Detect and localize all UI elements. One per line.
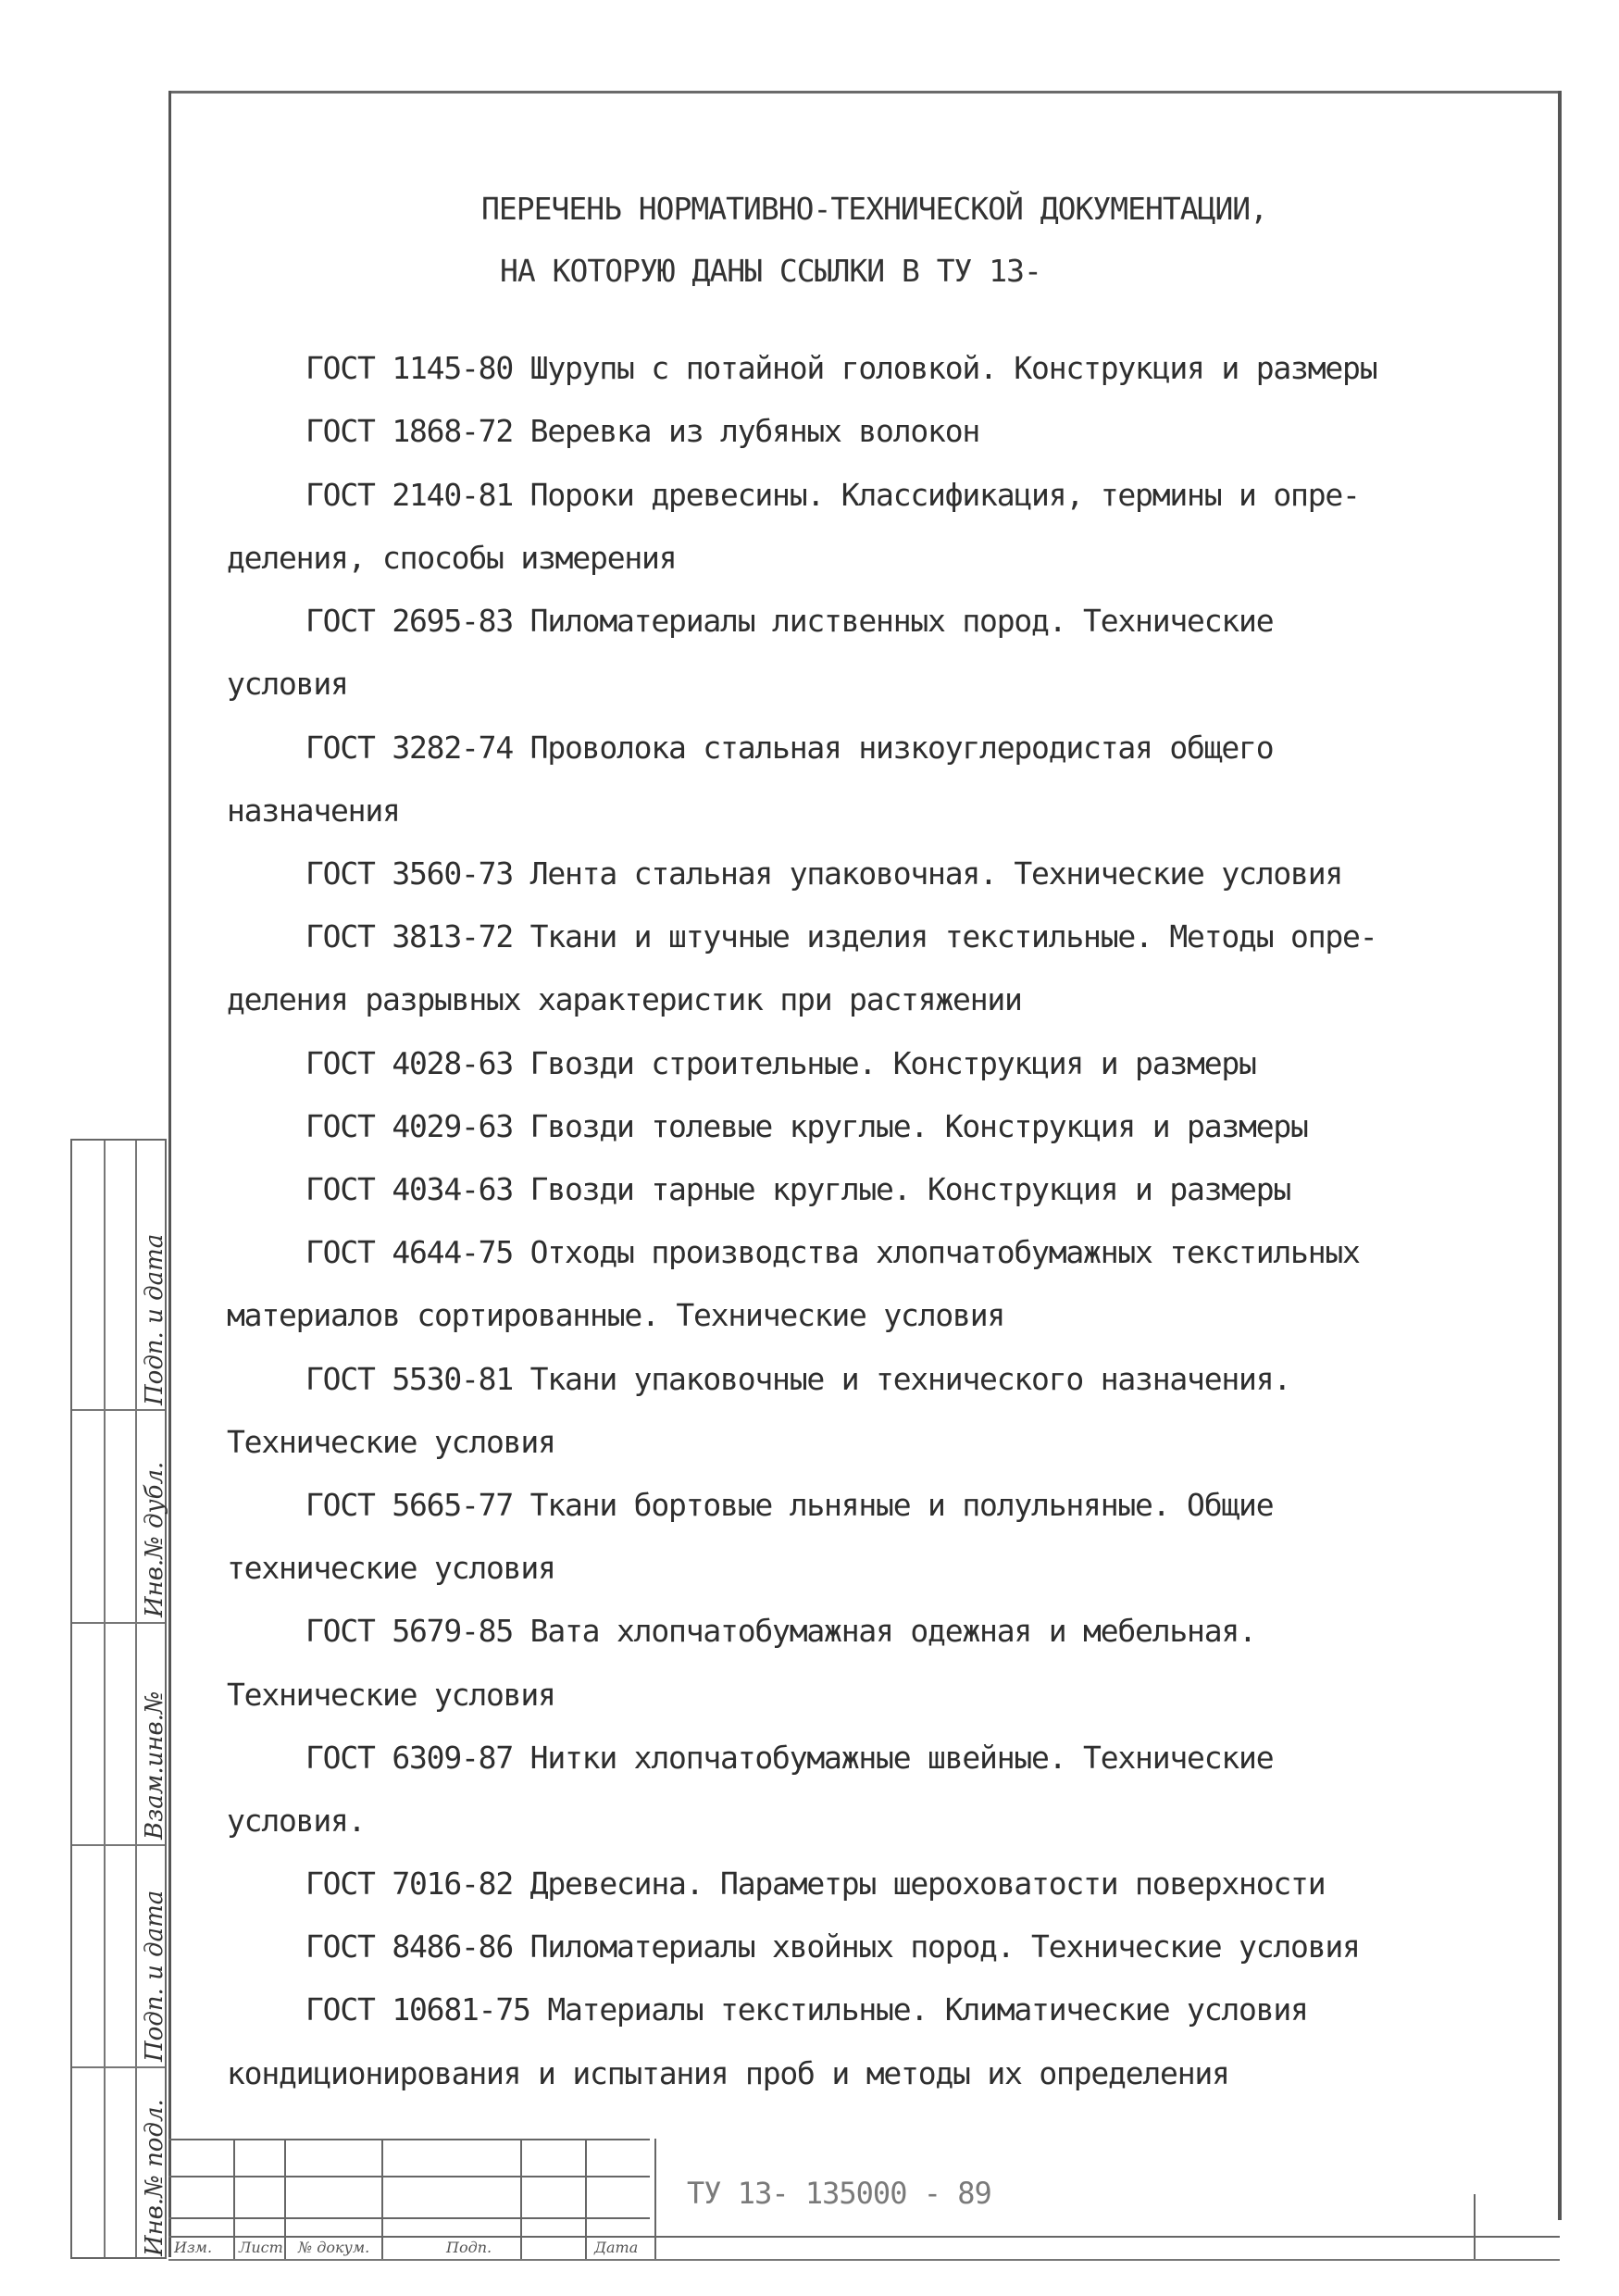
entry-gost-8486-86: ГОСТ 8486-86 Пиломатериалы хвойных пород. Технические условия (305, 1928, 1360, 1965)
heading-line-1: ПЕРЕЧЕНЬ НОРМАТИВНО-ТЕХНИЧЕСКОЙ ДОКУМЕНТАЦИИ, (481, 191, 1268, 227)
entry-gost-2695-83: ГОСТ 2695-83 Пиломатериалы лиственных пород. Технические (305, 603, 1274, 639)
entry-gost-10681-75: ГОСТ 10681-75 Материалы текстильные. Климатические условия (305, 1991, 1308, 2028)
frame-border-top (168, 91, 1560, 94)
side-stamp-label-inv-podl: Инв.№ подл. (141, 2099, 168, 2256)
title-block-label-podp: Подп. (446, 2239, 492, 2256)
entry-gost-5665-77-cont: технические условия (227, 1550, 555, 1586)
entry-gost-3282-74: ГОСТ 3282-74 Проволока стальная низкоуглеродистая общего (305, 730, 1274, 766)
entry-gost-1145-80: ГОСТ 1145-80 Шурупы с потайной головкой. Конструкция и размеры (305, 350, 1377, 386)
side-stamp-label-inv-dubl: Инв.№ дубл. (141, 1461, 168, 1617)
entry-gost-3560-73: ГОСТ 3560-73 Лента стальная упаковочная. Технические условия (305, 855, 1343, 892)
entry-gost-6309-87: ГОСТ 6309-87 Нитки хлопчатобумажные швейные. Технические (305, 1740, 1274, 1776)
entry-gost-4034-63: ГОСТ 4034-63 Гвозди тарные круглые. Конструкция и размеры (305, 1171, 1291, 1207)
frame-border-right (1558, 91, 1562, 2220)
heading-line-2: НА КОТОРУЮ ДАНЫ ССЫЛКИ В ТУ 13- (500, 253, 1041, 289)
entry-gost-1868-72: ГОСТ 1868-72 Веревка из лубяных волокон (305, 413, 980, 449)
entry-gost-5665-77: ГОСТ 5665-77 Ткани бортовые льняные и полульняные. Общие (305, 1487, 1274, 1523)
title-block (168, 2139, 1560, 2259)
entry-gost-4644-75-cont: материалов сортированные. Технические условия (227, 1297, 1005, 1333)
entry-gost-3813-72: ГОСТ 3813-72 Ткани и штучные изделия текстильные. Методы опре- (305, 918, 1377, 955)
entry-gost-2695-83-cont: условия (227, 666, 348, 702)
title-block-label-list: Лист (239, 2239, 283, 2256)
entry-gost-6309-87-cont: условия. (227, 1803, 366, 1839)
entry-gost-5679-85: ГОСТ 5679-85 Вата хлопчатобумажная одежная и мебельная. (305, 1613, 1256, 1649)
title-block-label-data: Дата (594, 2239, 639, 2256)
entry-gost-5679-85-cont: Технические условия (227, 1677, 555, 1713)
title-block-label-izm: Изм. (174, 2239, 213, 2256)
side-stamp-label-podp-data: Подп. и дата (141, 1233, 168, 1405)
entry-gost-4644-75: ГОСТ 4644-75 Отходы производства хлопчатобумажных текстильных (305, 1234, 1360, 1270)
entry-gost-4029-63: ГОСТ 4029-63 Гвозди толевые круглые. Конструкция и размеры (305, 1108, 1308, 1144)
entry-gost-7016-82: ГОСТ 7016-82 Древесина. Параметры шероховатости поверхности (305, 1866, 1326, 1902)
entry-gost-3282-74-cont: назначения (227, 792, 400, 829)
entry-gost-3813-72-cont: деления разрывных характеристик при растяжении (227, 981, 1022, 1017)
frame-border-left (168, 91, 171, 2257)
entry-gost-2140-81-cont: деления, способы измерения (227, 540, 677, 576)
side-stamp-label-vzam-inv: Взам.инв.№ (141, 1691, 168, 1840)
title-block-doc-code: ТУ 13- 135000 - 89 (687, 2176, 991, 2211)
frame-border-bottom (168, 2259, 1560, 2261)
entry-gost-4028-63: ГОСТ 4028-63 Гвозди строительные. Конструкция и размеры (305, 1045, 1256, 1081)
entry-gost-5530-81: ГОСТ 5530-81 Ткани упаковочные и технического назначения. (305, 1361, 1291, 1397)
entry-gost-5530-81-cont: Технические условия (227, 1424, 555, 1460)
entry-gost-10681-75-cont: кондиционирования и испытания проб и методы их определения (227, 2055, 1229, 2091)
side-stamp-label-podp-i-data: Подп. и дата (141, 1890, 168, 2062)
side-stamp (70, 1139, 167, 2259)
entry-gost-2140-81: ГОСТ 2140-81 Пороки древесины. Классификация, термины и опре- (305, 477, 1360, 513)
title-block-label-ndoc: № докум. (298, 2239, 370, 2256)
